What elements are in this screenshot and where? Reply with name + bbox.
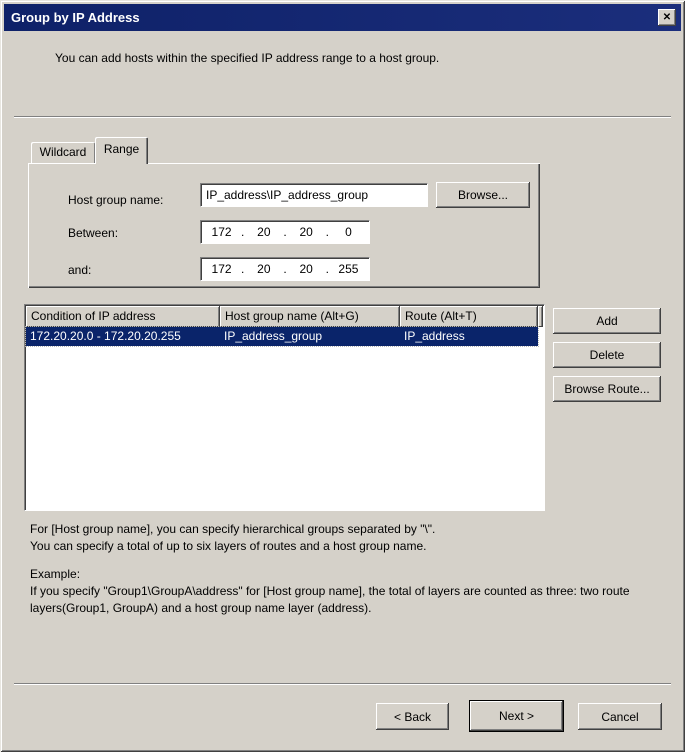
ip-dot: .: [283, 262, 287, 276]
notes-line-1: For [Host group name], you can specify hierarchical groups separated by "\".: [30, 522, 436, 536]
between-label: Between:: [68, 226, 119, 240]
close-icon: ✕: [662, 12, 672, 23]
between-ip-input[interactable]: [200, 220, 370, 244]
ip-dot: .: [283, 225, 287, 239]
intro-text: You can add hosts within the specified IP address range to a host group.: [55, 51, 440, 65]
close-button[interactable]: [658, 9, 676, 26]
row-route-cell: IP_address: [404, 329, 465, 343]
table-row[interactable]: [26, 327, 538, 346]
column-header-filler: [538, 306, 543, 327]
ip-dot: .: [325, 225, 329, 239]
tab-range[interactable]: Range: [95, 137, 148, 164]
host-group-name-label: Host group name:: [68, 193, 164, 207]
and-octet-2: 20: [257, 262, 271, 276]
delete-button[interactable]: Delete: [553, 342, 661, 368]
example-body: If you specify "Group1\GroupA\address" for [Host group name], the total of layers are counted as three: two route layers(Group1, GroupA) and a host group name layer (address).: [30, 584, 630, 615]
notes-text: [30, 521, 662, 555]
ip-condition-list[interactable]: [24, 304, 545, 511]
column-header-route[interactable]: Route (Alt+T): [400, 306, 538, 327]
between-octet-1: 172: [211, 225, 232, 239]
host-group-name-input[interactable]: [200, 183, 428, 207]
tab-wildcard[interactable]: Wildcard: [31, 142, 95, 163]
column-header-condition[interactable]: Condition of IP address: [26, 306, 220, 327]
ip-dot: .: [325, 262, 329, 276]
between-octet-3: 20: [299, 225, 313, 239]
between-octet-2: 20: [257, 225, 271, 239]
window-title: Group by IP Address: [11, 10, 140, 25]
and-ip-input[interactable]: [200, 257, 370, 281]
and-octet-4: 255: [338, 262, 359, 276]
title-bar: [4, 4, 681, 31]
browse-button[interactable]: Browse...: [436, 182, 530, 208]
column-header-host-group[interactable]: Host group name (Alt+G): [220, 306, 400, 327]
and-octet-3: 20: [299, 262, 313, 276]
row-host-group-cell: IP_address_group: [224, 329, 323, 343]
bottom-divider: [14, 683, 671, 685]
and-octet-1: 172: [211, 262, 232, 276]
browse-route-button[interactable]: Browse Route...: [553, 376, 661, 402]
between-octet-4: 0: [345, 225, 352, 239]
add-button[interactable]: Add: [553, 308, 661, 334]
and-label: and:: [68, 263, 92, 277]
top-divider: [14, 116, 671, 118]
cancel-button[interactable]: Cancel: [578, 703, 662, 730]
back-button[interactable]: < Back: [376, 703, 449, 730]
next-button[interactable]: Next >: [469, 700, 564, 732]
notes-line-2: You can specify a total of up to six layers of routes and a host group name.: [30, 539, 427, 553]
row-condition-cell: 172.20.20.0 - 172.20.20.255: [30, 329, 181, 343]
example-title: Example:: [30, 567, 81, 581]
ip-dot: .: [241, 262, 245, 276]
example-text: [30, 566, 662, 617]
range-tab-panel: [28, 163, 540, 288]
ip-dot: .: [241, 225, 245, 239]
list-header: [26, 306, 543, 327]
